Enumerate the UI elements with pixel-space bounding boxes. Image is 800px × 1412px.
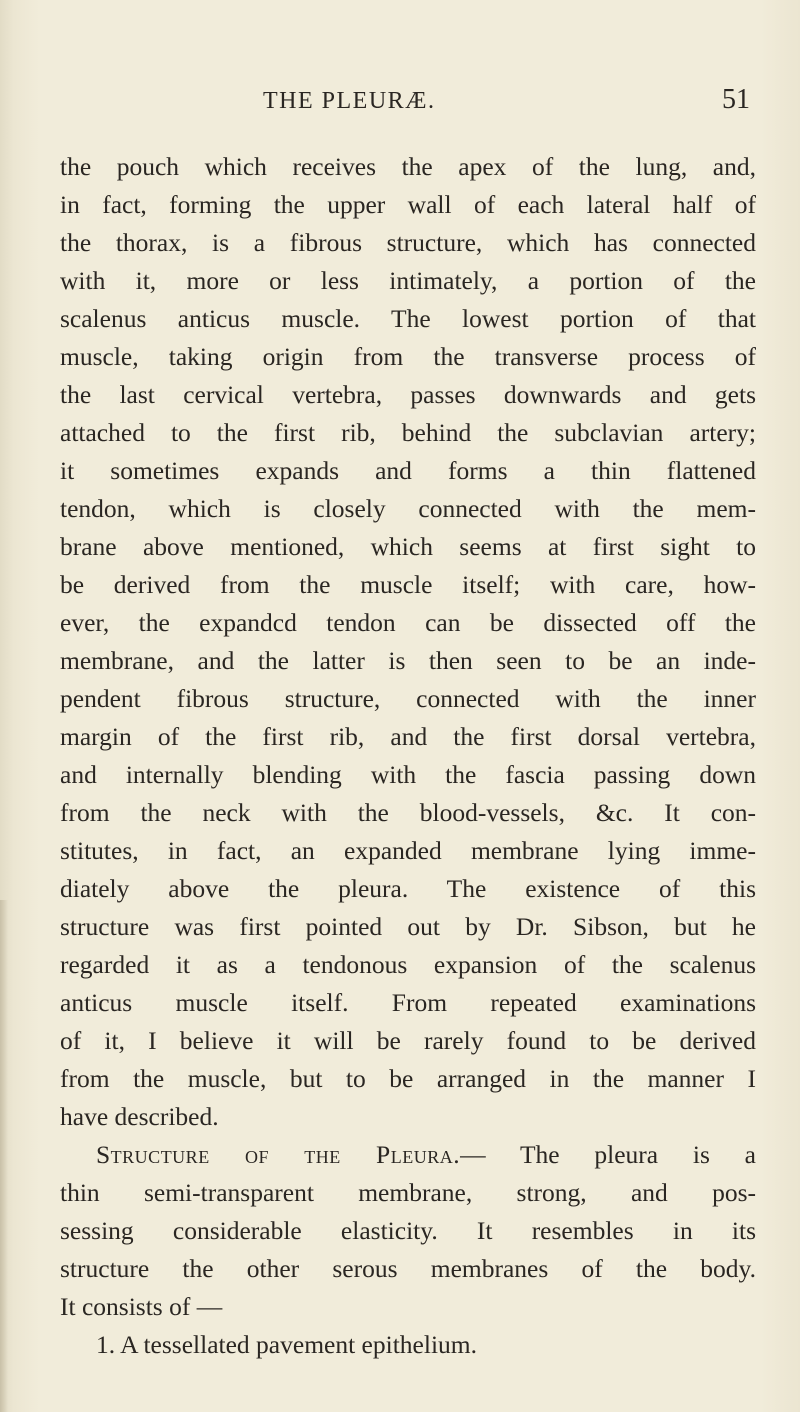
running-head-title: THE PLEURÆ. <box>263 88 436 114</box>
section-heading: Structure of the Pleura. <box>96 1140 461 1169</box>
page-number: 51 <box>722 84 750 115</box>
text-line: brane above mentioned, which seems at first sight to <box>60 532 756 561</box>
section-line: It consists of — <box>60 1292 223 1321</box>
list-item: 1. A tessellated pavement epithelium. <box>96 1330 477 1359</box>
text-line: in fact, forming the upper wall of each lateral half of <box>60 190 756 219</box>
text-line: it sometimes expands and forms a thin flattened <box>60 456 756 485</box>
section-first-line <box>60 1136 756 1174</box>
section-line: — The pleura is a <box>460 1140 756 1169</box>
text-line: from the neck with the blood-vessels, &c. It con- <box>60 798 756 827</box>
page-gutter-shadow <box>0 900 8 1412</box>
text-line: be derived from the muscle itself; with care, how- <box>60 570 756 599</box>
text-line: the thorax, is a fibrous structure, which has connected <box>60 228 756 257</box>
text-line: the last cervical vertebra, passes downwards and gets <box>60 380 756 409</box>
text-line: diately above the pleura. The existence of this <box>60 874 756 903</box>
text-line: scalenus anticus muscle. The lowest portion of that <box>60 304 756 333</box>
text-line: attached to the first rib, behind the subclavian artery; <box>60 418 756 447</box>
text-line: stitutes, in fact, an expanded membrane lying imme- <box>60 836 756 865</box>
text-line: of it, I believe it will be rarely found to be derived <box>60 1026 756 1055</box>
text-line: and internally blending with the fascia passing down <box>60 760 756 789</box>
text-line: pendent fibrous structure, connected with the inner <box>60 684 756 713</box>
text-line: from the muscle, but to be arranged in the manner I <box>60 1064 756 1093</box>
body-text <box>60 148 756 1364</box>
running-head <box>60 84 750 124</box>
section-line: structure the other serous membranes of the body. <box>60 1254 756 1283</box>
text-line: ever, the expandcd tendon can be dissected off the <box>60 608 756 637</box>
text-line: have described. <box>60 1102 219 1131</box>
text-line: anticus muscle itself. From repeated examinations <box>60 988 756 1017</box>
text-line: muscle, taking origin from the transverse process of <box>60 342 756 371</box>
text-line: tendon, which is closely connected with the mem- <box>60 494 756 523</box>
text-line: margin of the first rib, and the first dorsal vertebra, <box>60 722 756 751</box>
text-line: the pouch which receives the apex of the lung, and, <box>60 152 756 181</box>
text-line: membrane, and the latter is then seen to be an inde- <box>60 646 756 675</box>
section-line: thin semi-transparent membrane, strong, and pos- <box>60 1178 756 1207</box>
text-line: structure was first pointed out by Dr. Sibson, but he <box>60 912 756 941</box>
text-line: with it, more or less intimately, a portion of the <box>60 266 756 295</box>
section-line: sessing considerable elasticity. It resembles in its <box>60 1216 756 1245</box>
text-line: regarded it as a tendonous expansion of the scalenus <box>60 950 756 979</box>
